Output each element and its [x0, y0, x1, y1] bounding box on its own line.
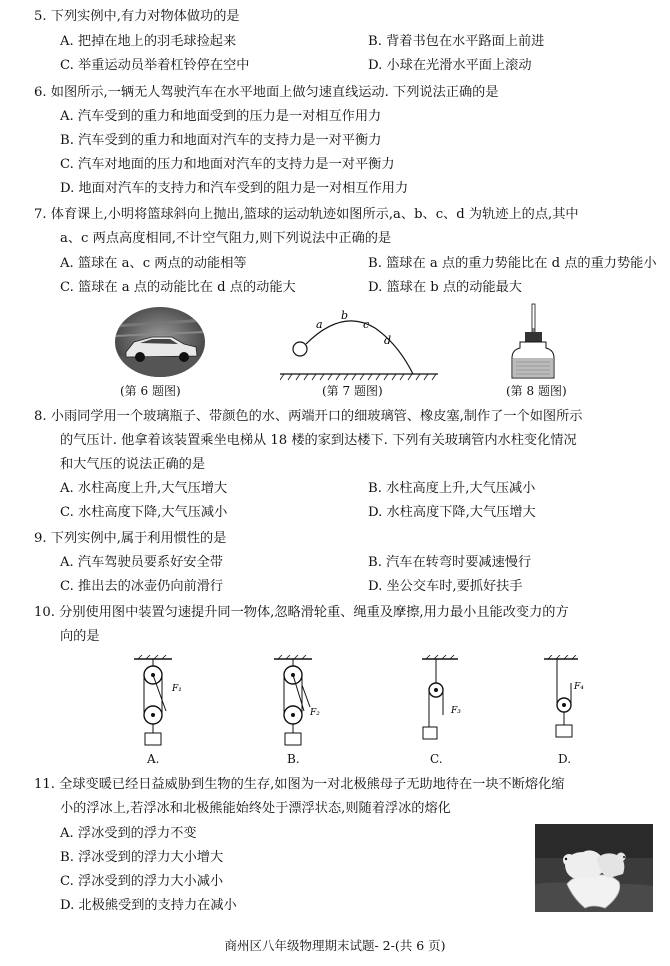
q6-option-a: A. 汽车受到的重力和地面受到的压力是一对相互作用力 [60, 109, 382, 124]
fig7-caption: (第 7 题图) [322, 384, 383, 398]
pulley-diagram-b [270, 655, 340, 754]
force-label-f1: F₁ [172, 684, 182, 694]
q5-option-a: A. 把掉在地上的羽毛球捡起来 [60, 34, 237, 49]
q7-option-a: A. 篮球在 a、c 两点的动能相等 [60, 256, 247, 271]
q6-option-d: D. 地面对汽车的支持力和汽车受到的阻力是一对相互作用力 [60, 181, 409, 196]
fig8-caption: (第 8 题图) [506, 384, 567, 398]
q7-option-c: C. 篮球在 a 点的动能比在 d 点的动能大 [60, 280, 296, 295]
pulley-diagram-c [418, 655, 478, 754]
q11-option-c: C. 浮冰受到的浮力大小减小 [60, 874, 224, 889]
fig7-trajectory-diagram [280, 306, 440, 386]
fig6-caption: (第 6 题图) [120, 384, 181, 398]
q5-option-c: C. 举重运动员举着杠铃停在空中 [60, 58, 250, 73]
pulley-label-a: A. [147, 752, 160, 766]
q11-option-a: A. 浮冰受到的浮力不变 [60, 826, 197, 841]
q7-stem: 7. 体育课上,小明将篮球斜向上抛出,篮球的运动轨迹如图所示,a、b、c、d 为轨迹上的点,其中 [34, 207, 579, 222]
fig7-label-b: b [341, 309, 349, 322]
fig7-label-c: c [363, 318, 370, 331]
q8-option-d: D. 水柱高度下降,大气压增大 [368, 505, 536, 520]
fig6-car-photo [114, 306, 206, 382]
q8-stem-cont: 的气压计. 他拿着该装置乘坐电梯从 18 楼的家到达楼下. 下列有关玻璃管内水柱变化情况 [60, 433, 577, 448]
q11-stem-cont: 小的浮冰上,若浮冰和北极熊能始终处于漂浮状态,则随着浮冰的熔化 [60, 801, 451, 816]
force-label-f2: F₂ [310, 708, 320, 718]
q6-option-c: C. 汽车对地面的压力和地面对汽车的支持力是一对平衡力 [60, 157, 395, 172]
q9-option-d: D. 坐公交车时,要抓好扶手 [368, 579, 523, 594]
q5-stem: 5. 下列实例中,有力对物体做功的是 [34, 9, 240, 24]
q10-stem: 10. 分别使用图中装置匀速提升同一物体,忽略滑轮重、绳重及摩擦,用力最小且能改变力的方 [34, 605, 569, 620]
q9-option-c: C. 推出去的冰壶仍向前滑行 [60, 579, 224, 594]
pulley-label-b: B. [287, 752, 300, 766]
q8-stem: 8. 小雨同学用一个玻璃瓶子、带颜色的水、两端开口的细玻璃管、橡皮塞,制作了一个如图所示 [34, 409, 583, 424]
fig8-barometer-diagram [508, 302, 558, 384]
q7-option-d: D. 篮球在 b 点的动能最大 [368, 280, 522, 295]
q7-stem-cont: a、c 两点高度相同,不计空气阻力,则下列说法中正确的是 [60, 231, 392, 246]
q11-option-d: D. 北极熊受到的支持力在减小 [60, 898, 237, 913]
fig7-label-a: a [316, 318, 323, 331]
q8-option-c: C. 水柱高度下降,大气压减小 [60, 505, 228, 520]
q11-stem: 11. 全球变暖已经日益威胁到生物的生存,如图为一对北极熊母子无助地待在一块不断熔化缩 [34, 777, 565, 792]
q10-stem-cont: 向的是 [60, 629, 100, 644]
pulley-label-d: D. [558, 752, 572, 766]
q7-option-b: B. 篮球在 a 点的重力势能比在 d 点的重力势能小 [368, 256, 657, 271]
q6-option-b: B. 汽车受到的重力和地面对汽车的支持力是一对平衡力 [60, 133, 382, 148]
pulley-label-c: C. [430, 752, 443, 766]
polar-bear-photo [535, 824, 653, 916]
q8-option-a: A. 水柱高度上升,大气压增大 [60, 481, 228, 496]
q9-option-b: B. 汽车在转弯时要减速慢行 [368, 555, 532, 570]
q6-stem: 6. 如图所示,一辆无人驾驶汽车在水平地面上做匀速直线运动. 下列说法正确的是 [34, 85, 499, 100]
q9-stem: 9. 下列实例中,属于利用惯性的是 [34, 531, 227, 546]
q8-stem-cont2: 和大气压的说法正确的是 [60, 457, 206, 472]
force-label-f4: F₄ [574, 682, 584, 692]
q5-option-b: B. 背着书包在水平路面上前进 [368, 34, 545, 49]
fig7-label-d: d [384, 334, 392, 347]
q11-option-b: B. 浮冰受到的浮力大小增大 [60, 850, 224, 865]
q8-option-b: B. 水柱高度上升,大气压减小 [368, 481, 536, 496]
pulley-diagram-d [540, 655, 600, 754]
page-footer: 商州区八年级物理期末试题- 2-(共 6 页) [224, 938, 446, 953]
force-label-f3: F₃ [451, 706, 461, 716]
pulley-diagram-a [128, 655, 198, 754]
q5-option-d: D. 小球在光滑水平面上滚动 [368, 58, 532, 73]
q9-option-a: A. 汽车驾驶员要系好安全带 [60, 555, 223, 570]
